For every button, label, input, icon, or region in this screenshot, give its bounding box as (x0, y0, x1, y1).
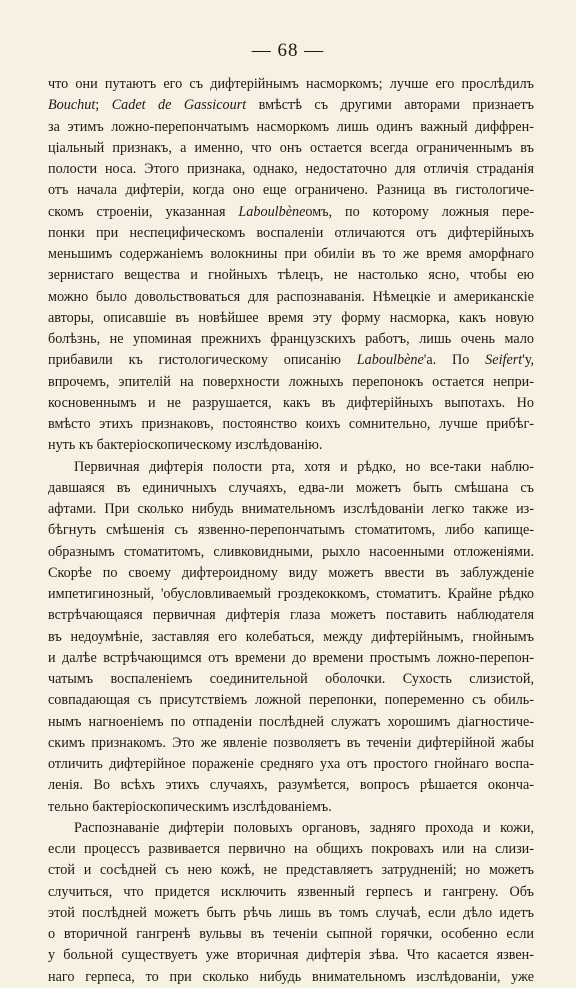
text-line (48, 159, 534, 180)
text-run: 'а. По (423, 352, 486, 369)
text-line (48, 372, 534, 393)
text-line (48, 945, 534, 966)
text-run: что они путаютъ его съ дифтерійнымъ насморкомъ; лучше его прослѣдилъ (48, 76, 534, 92)
text-run: прибавили къ гистологическому описанію (48, 352, 357, 369)
text-run: вмѣстѣ съ другими авторами признаетъ (246, 97, 534, 114)
text-line (48, 542, 534, 563)
text-run: вмѣсто этихъ признаковъ, постоянство коихъ сомнительно, лучше прибѣг- (48, 416, 534, 432)
text-run: у больной существуетъ уже вторичная дифтерія зѣва. Что касается язвен- (48, 947, 534, 964)
text-run: Скорѣе по своему дифтероидному виду можетъ ввести въ заблужденіе (48, 564, 534, 581)
text-line (48, 499, 534, 520)
text-line (48, 478, 534, 499)
text-line (48, 924, 534, 945)
text-run: понки при неспецифическомъ воспаленіи отличаются отъ дифтерійныхъ (48, 224, 534, 241)
text-line (48, 202, 534, 223)
text-line (48, 605, 534, 626)
text-line (48, 329, 534, 350)
body-text (48, 74, 534, 988)
text-line (48, 669, 534, 690)
text-run: Распознаваніе дифтеріи половыхъ органовъ, задняго прохода и кожи, (74, 819, 534, 836)
text-run: если процессъ развивается первично на общихъ покровахъ или на слизи- (48, 841, 534, 857)
text-run: впрочемъ, эпителій на поверхности ложныхъ перепонокъ остается непри- (48, 373, 534, 390)
text-line (48, 74, 534, 95)
text-run: нуть къ бактеріоскопическому изслѣдованію. (48, 437, 323, 454)
italic-name: Laboulbène (356, 352, 424, 369)
text-line (48, 967, 534, 988)
text-line (48, 265, 534, 286)
text-line (48, 308, 534, 329)
italic-name: Laboulbène (238, 203, 306, 220)
italic-name: Bouchut (48, 97, 96, 114)
text-line (48, 520, 534, 541)
text-line (48, 287, 534, 308)
text-line (48, 627, 534, 648)
text-run: скомъ строеніи, указанная (48, 203, 239, 220)
text-run: встрѣчающаяся первичная дифтерія глаза можетъ поставить наблюдателя (48, 607, 534, 624)
text-run: этой послѣдней можетъ быть рѣчь лишь въ томъ случаѣ, если дѣло идетъ (48, 904, 534, 921)
text-line (48, 563, 534, 584)
text-line (48, 882, 534, 903)
text-line (48, 117, 534, 138)
text-line (48, 733, 534, 754)
text-run: ціальный признакъ, а именно, что онъ остается всегда ограниченнымъ въ (48, 139, 534, 156)
italic-name: Cadet de Gassicourt (111, 97, 247, 114)
text-line (48, 648, 534, 669)
text-run: давшаяся въ единичныхъ случаяхъ, едва-ли можетъ быть смѣшана съ (48, 479, 534, 496)
text-run: бѣгнуть смѣшенія съ язвенно-перепончатымъ стоматитомъ, либо капище- (48, 522, 534, 539)
text-line (48, 138, 534, 159)
text-line (48, 95, 534, 116)
text-run: 'у, (522, 352, 534, 369)
text-line (48, 839, 534, 860)
text-run: полости носа. Этого признака, однако, недостаточно для отличія страданія (48, 161, 534, 177)
text-line (48, 457, 534, 478)
text-line (48, 414, 534, 435)
text-run: стой и сосѣдней съ нею кожѣ, не представляетъ затрудненій; но можетъ (48, 862, 534, 879)
text-run: образнымъ стоматитомъ, сливковидными, рыхло насоенными отложеніями. (48, 543, 534, 560)
italic-name: Seifert (485, 352, 523, 369)
text-line (48, 393, 534, 414)
text-run: Первичная дифтерія полости рта, хотя и рѣдко, но все-таки наблю- (74, 458, 534, 475)
text-run: совпадающая съ присутствіемъ ложной перепонки, попеременно съ обиль- (48, 692, 534, 709)
text-run: тельно бактеріоскопическимъ изслѣдованіемъ. (48, 798, 332, 815)
text-run: наго герпеса, то при сколько нибудь внимательномъ изслѣдованіи, уже (48, 968, 534, 985)
text-run: авторы, описавшіе въ новѣйшее время эту форму насморка, какъ новую (48, 309, 534, 326)
text-line (48, 180, 534, 201)
text-run: омъ, по которому ложныя пере- (305, 203, 534, 220)
text-line (48, 818, 534, 839)
text-line (48, 712, 534, 733)
text-run: косновеннымъ и не разрушается, какъ въ дифтерійныхъ выпотахъ. Но (48, 394, 534, 411)
text-run: болѣзнь, не упоминая прежнихъ французскихъ работъ, лишь очень мало (48, 331, 534, 347)
text-line (48, 775, 534, 796)
text-line (48, 244, 534, 265)
text-run: и далѣе встрѣчающимся отъ времени до времени простымъ ложно-перепон- (48, 649, 534, 666)
text-run: ленія. Во всѣхъ этихъ случаяхъ, разумѣется, вопросъ рѣшается оконча- (48, 777, 534, 794)
page-number: — 68 — (251, 40, 325, 61)
text-line (48, 435, 534, 456)
text-line (48, 754, 534, 775)
text-line (48, 223, 534, 244)
text-line (48, 350, 534, 371)
text-run: отъ начала дифтеріи, когда оно еще ограничено. Разница въ гистологиче- (48, 182, 534, 199)
text-run: ; (95, 97, 112, 114)
text-line (48, 690, 534, 711)
text-run: меньшимъ содержаніемъ волокнины при обиліи въ то же время аморфнаго (48, 246, 534, 262)
text-run: зернистаго вещества и гнойныхъ тѣлецъ, не настолько ясно, чтобы ею (48, 267, 534, 284)
text-line (48, 903, 534, 924)
text-run: случиться, что придется исключить язвенный герпесъ и гангрену. Объ (48, 883, 534, 900)
text-line (48, 797, 534, 818)
text-run: нымъ нагноеніемъ по отпаденіи послѣдней служатъ хорошимъ діагностиче- (48, 713, 534, 730)
text-line (48, 584, 534, 605)
text-run: чатымъ воспаленіемъ соединительной оболочки. Сухость слизистой, (48, 671, 534, 687)
text-run: въ недоумѣніе, заставляя его колебаться, между дифтерійнымъ, гнойнымъ (48, 628, 534, 645)
text-run: можно было довольствоваться для распознаванія. Нѣмецкіе и американскіе (48, 288, 534, 305)
text-run: отличить дифтерійное пораженіе средняго уха отъ простого гнойнаго воспа- (48, 756, 534, 772)
text-run: афтами. При сколько нибудь внимательномъ изслѣдованіи легко также из- (48, 501, 534, 517)
text-line (48, 860, 534, 881)
text-run: о вторичной гангренѣ вульвы въ теченіи сыпной горячки, особенно если (48, 926, 534, 942)
text-run: скимъ признакомъ. Это же явленіе позволяетъ въ теченіи дифтерійной жабы (48, 734, 534, 751)
text-run: импетигинозный, 'обусловливаемый гроздекоккомъ, стоматитъ. Крайне рѣдко (48, 586, 534, 602)
text-run: за этимъ ложно-перепончатымъ насморкомъ лишь одинъ важный диффрен- (48, 118, 534, 135)
